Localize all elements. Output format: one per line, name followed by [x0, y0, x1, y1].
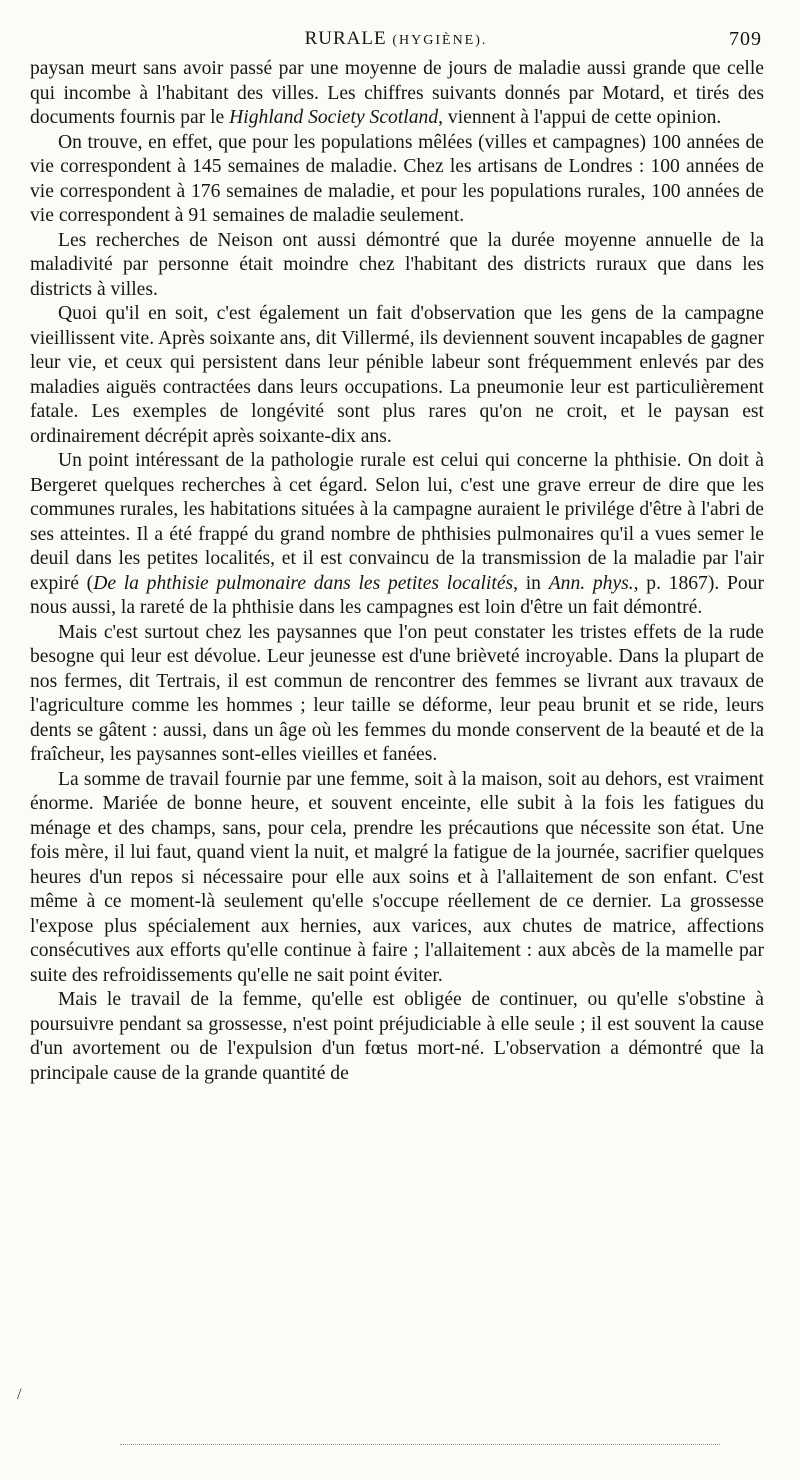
paragraph-8: Mais le travail de la femme, qu'elle est obligée de continuer, ou qu'elle s'obstine à poursuivre pendant sa grossesse, n'est point préjudiciable à elle seule ; il est souvent la cause d'un avortement ou de l'expulsion d'un fœtus mort-né. L'observation a démontré que la principale cause de la grande quantité de [30, 989, 764, 1084]
paragraph-1-text: paysan meurt sans avoir passé par une moyenne de jours de maladie aussi grande que celle qui incombe à l'habitant des villes. Les chiffres suivants donnés par Motard, et tirés des documents fournis par le [30, 58, 764, 128]
running-head [30, 28, 762, 50]
paragraph-5-italic: De la phthisie pulmonaire dans les petites localités [93, 572, 514, 594]
paragraph-5 [30, 449, 764, 621]
paragraph-5-after: , p. 1867). Pour nous aussi, la rareté de la phthisie dans les campagnes est loin d'être un fait démontré. [30, 572, 764, 618]
paragraph-6: Mais c'est surtout chez les paysannes que l'on peut constater les tristes effets de la rude besogne qui leur est dévolue. Leur jeunesse est d'une brièveté incroyable. Dans la plupart de nos fermes, dit Tertrais, il est commun de rencontrer des femmes se livrant aux travaux de l'agriculture comme les hommes ; leur taille se déforme, leur peau brunit et se ride, leurs dents se gâtent : aussi, dans un âge où les femmes du monde conservent de la beauté et de la fraîcheur, les paysannes sont-elles vieilles et fanées. [30, 621, 764, 765]
paragraph-5-mid: , in [513, 572, 549, 594]
paragraph-1-italic: Highland Society Scotland [229, 107, 439, 128]
running-head-subtitle: (HYGIÈNE). [392, 33, 488, 48]
paragraph-1 [30, 57, 764, 131]
page-header [30, 28, 762, 54]
paragraph-3: Les recherches de Neison ont aussi démontré que la durée moyenne annuelle de la maladivité par personne était moindre chez l'habitant des districts ruraux que dans les districts à villes. [30, 229, 764, 300]
running-head-title: RURALE [304, 28, 387, 49]
paragraph-2: On trouve, en effet, que pour les populations mêlées (villes et campagnes) 100 années de vie correspondent à 145 semaines de maladie. Chez les artisans de Londres : 100 années de vie correspondent à 176 semaines de maladie, et pour les populations rurales, 100 années de vie correspondent à 91 semaines de maladie seulement. [30, 131, 764, 226]
stray-mark: / [17, 1386, 22, 1403]
paragraph-4: Quoi qu'il en soit, c'est également un fait d'observation que les gens de la campagne vieillissent vite. Après soixante ans, dit Villermé, ils deviennent souvent incapables de gagner leur vie, et ceux qui persistent dans leur pénible labeur sont fréquemment enlevés par des maladies aiguës contractées dans leurs occupations. La pneumonie leur est particulièrement fatale. Les exemples de longévité sont plus rares qu'on ne croit, et le paysan est ordinairement décrépit après soixante-dix ans. [30, 303, 764, 447]
paragraph-5-text: Un point intéressant de la pathologie rurale est celui qui concerne la phthisie. On doit à Bergeret quelques recherches à cet égard. Selon lui, c'est une grave erreur de dire que les communes rurales, les habitations situées à la campagne auraient le privilége d'être à l'abri de ses atteintes. Il a été frappé du grand nombre de phthisies pulmonaires qu'il a vues semer le deuil dans les petites localités, et il est convaincu de la transmission de la maladie par l'air expiré ( [30, 450, 764, 594]
footer-rule [120, 1444, 720, 1445]
paragraph-1-after: , viennent à l'appui de cette opinion. [438, 107, 722, 128]
paragraph-5-italic-2: Ann. phys. [548, 572, 634, 594]
page-number: 709 [729, 28, 762, 50]
body-text [30, 57, 764, 1086]
paragraph-7: La somme de travail fournie par une femme, soit à la maison, soit au dehors, est vraiment énorme. Mariée de bonne heure, et souvent enceinte, elle subit à la fois les fatigues du ménage et des champs, sans, pour cela, prendre les précautions que nécessite son état. Une fois mère, il lui faut, quand vient la nuit, et malgré la fatigue de la journée, sacrifier quelques heures d'un repos si nécessaire pour elle aux soins et à l'allaitement de son enfant. C'est même à ce moment-là seulement qu'elle s'occupe réellement de ce dernier. La grossesse l'expose plus spécialement aux hernies, aux varices, aux chutes de matrice, affections consécutives aux efforts qu'elle continue à faire ; l'allaitement : aux abcès de la mamelle par suite des refroidissements qu'elle ne sait point éviter. [30, 768, 764, 986]
